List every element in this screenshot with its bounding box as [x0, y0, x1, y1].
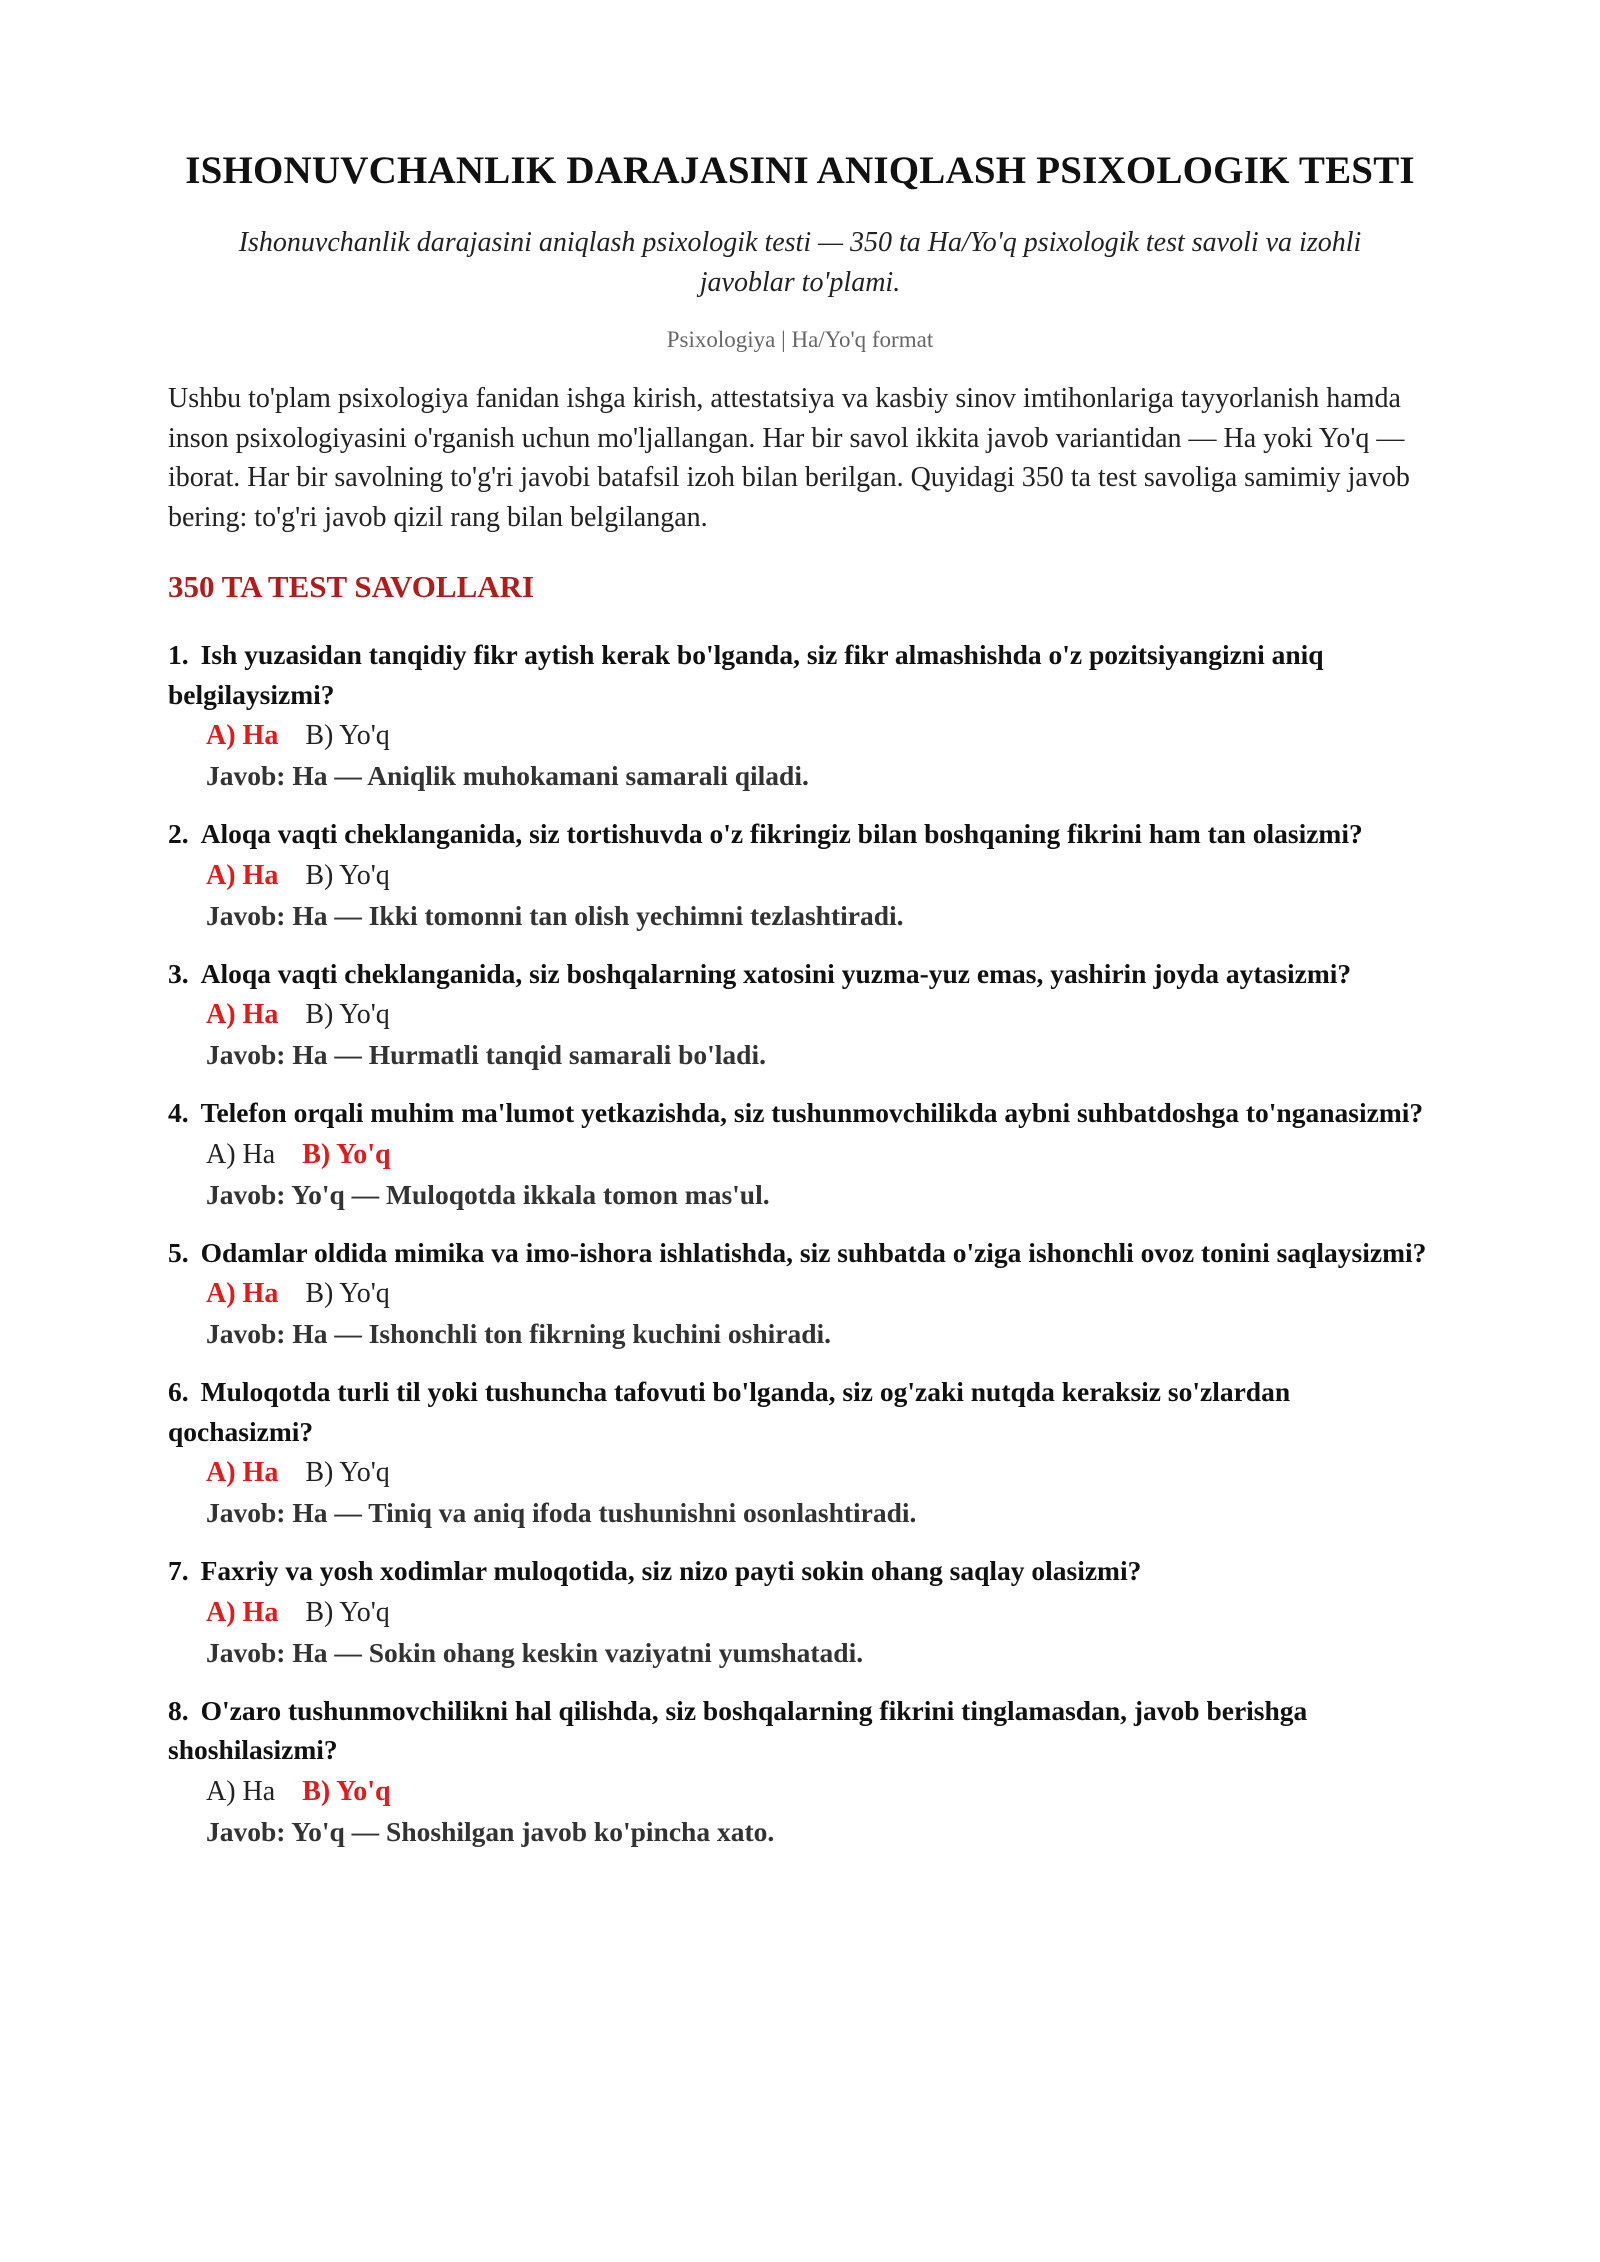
- question-number: 1.: [168, 639, 189, 670]
- answer-options: [168, 716, 1432, 756]
- question-text-row: [168, 1093, 1432, 1133]
- option-b[interactable]: B) Yo'q: [302, 1775, 391, 1807]
- question-item: [168, 1691, 1432, 1852]
- question-item: [168, 1233, 1432, 1355]
- question-number: 3.: [168, 957, 189, 989]
- option-a[interactable]: A) Ha: [206, 859, 279, 891]
- question-item: [168, 954, 1432, 1076]
- question-text: Odamlar oldida mimika va imo-ishora ishlatishda, siz suhbatda o'ziga ishonchli ovoz tonini saqlaysizmi?: [200, 1236, 1427, 1268]
- question-text-row: [168, 814, 1432, 854]
- answer-options: [168, 1135, 1432, 1175]
- question-number: 2.: [168, 818, 189, 849]
- question-text: Aloqa vaqti cheklanganida, siz boshqalarning xatosini yuzma-yuz emas, yashirin joyda aytasizmi?: [200, 957, 1352, 989]
- question-text: O'zaro tushunmovchilikni hal qilishda, siz boshqalarning fikrini tinglamasdan, javob berishga shoshilasizmi?: [168, 1694, 1308, 1765]
- answer-options: [168, 1593, 1432, 1633]
- question-item: [168, 1551, 1432, 1673]
- answer-options: [168, 856, 1432, 896]
- question-number: 5.: [168, 1236, 189, 1268]
- question-list: [168, 635, 1432, 1852]
- section-heading: 350 TA TEST SAVOLLARI: [168, 569, 535, 604]
- answer-options: [168, 1772, 1432, 1812]
- question-number: 7.: [168, 1555, 189, 1586]
- question-text-row: [168, 1372, 1432, 1451]
- answer-explanation: Javob: Ha — Aniqlik muhokamani samarali qiladi.: [206, 760, 809, 791]
- option-b[interactable]: B) Yo'q: [305, 859, 390, 891]
- document-title: ISHONUVCHANLIK DARAJASINI ANIQLASH PSIXOLOGIK TESTI: [185, 149, 1415, 192]
- answer-explanation: Javob: Ha — Ishonchli ton fikrning kuchini oshiradi.: [206, 1318, 832, 1349]
- option-b[interactable]: B) Yo'q: [302, 1138, 391, 1170]
- answer-options: [168, 995, 1432, 1035]
- intro-paragraph: Ushbu to'plam psixologiya fanidan ishga kirish, attestatsiya va kasbiy sinov imtihonlariga tayyorlanish hamda inson psixologiyasini o'rganish uchun mo'ljallangan. Har bir savol ikkita javob variantidan — Ha yoki Yo'q — iborat. Har bir savolning to'g'ri javobi batafsil izoh bilan berilgan. Quyidagi 350 ta test savoliga samimiy javob bering: to'g'ri javob qizil rang bilan belgilangan.: [168, 383, 1410, 533]
- document-subtitle: Ishonuvchanlik darajasini aniqlash psixologik testi — 350 ta Ha/Yo'q psixologik test savoli va izohli javoblar to'plami.: [238, 227, 1362, 298]
- question-text: Aloqa vaqti cheklanganida, siz tortishuvda o'z fikringiz bilan boshqaning fikrini ham tan olasizmi?: [200, 818, 1363, 849]
- option-a[interactable]: A) Ha: [206, 1138, 276, 1170]
- option-a[interactable]: A) Ha: [206, 1457, 279, 1488]
- question-number: 6.: [168, 1376, 189, 1407]
- answer-explanation: Javob: Yo'q — Muloqotda ikkala tomon mas'ul.: [206, 1178, 770, 1210]
- question-item: [168, 814, 1432, 936]
- question-text: Telefon orqali muhim ma'lumot yetkazishda, siz tushunmovchilikda aybni suhbatdoshga to'nganasizmi?: [200, 1097, 1424, 1128]
- option-a[interactable]: A) Ha: [206, 1596, 279, 1628]
- option-a[interactable]: A) Ha: [206, 999, 279, 1030]
- question-text: Ish yuzasidan tanqidiy fikr aytish kerak bo'lganda, siz fikr almashishda o'z pozitsiyangizni aniq belgilaysizmi?: [168, 639, 1324, 710]
- question-text: Muloqotda turli til yoki tushuncha tafovuti bo'lganda, siz og'zaki nutqda keraksiz so'zlardan qochasizmi?: [168, 1376, 1291, 1447]
- option-a[interactable]: A) Ha: [206, 1278, 279, 1309]
- question-item: [168, 1093, 1432, 1215]
- question-text-row: [168, 635, 1432, 714]
- answer-explanation: Javob: Ha — Tiniq va aniq ifoda tushunishni osonlashtiradi.: [206, 1497, 917, 1528]
- answer-options: [168, 1274, 1432, 1314]
- option-a[interactable]: A) Ha: [206, 1775, 276, 1807]
- question-text-row: [168, 1551, 1432, 1591]
- question-text-row: [168, 1691, 1432, 1770]
- answer-explanation: Javob: Ha — Hurmatli tanqid samarali bo'ladi.: [206, 1039, 766, 1070]
- answer-explanation: Javob: Ha — Sokin ohang keskin vaziyatni yumshatadi.: [206, 1636, 864, 1668]
- answer-explanation: Javob: Yo'q — Shoshilgan javob ko'pincha xato.: [206, 1815, 775, 1847]
- option-b[interactable]: B) Yo'q: [305, 1457, 390, 1488]
- answer-explanation: Javob: Ha — Ikki tomonni tan olish yechimni tezlashtiradi.: [206, 899, 904, 931]
- document-meta: Psixologiya | Ha/Yo'q format: [666, 327, 934, 352]
- question-text-row: [168, 954, 1432, 994]
- question-item: [168, 635, 1432, 796]
- option-b[interactable]: B) Yo'q: [305, 720, 390, 751]
- option-b[interactable]: B) Yo'q: [305, 999, 390, 1030]
- option-b[interactable]: B) Yo'q: [305, 1596, 390, 1628]
- question-item: [168, 1372, 1432, 1533]
- option-a[interactable]: A) Ha: [206, 720, 279, 751]
- option-b[interactable]: B) Yo'q: [305, 1278, 390, 1309]
- answer-options: [168, 1453, 1432, 1493]
- question-number: 4.: [168, 1097, 189, 1128]
- question-text: Faxriy va yosh xodimlar muloqotida, siz nizo payti sokin ohang saqlay olasizmi?: [200, 1555, 1142, 1586]
- question-number: 8.: [168, 1694, 189, 1726]
- question-text-row: [168, 1233, 1432, 1273]
